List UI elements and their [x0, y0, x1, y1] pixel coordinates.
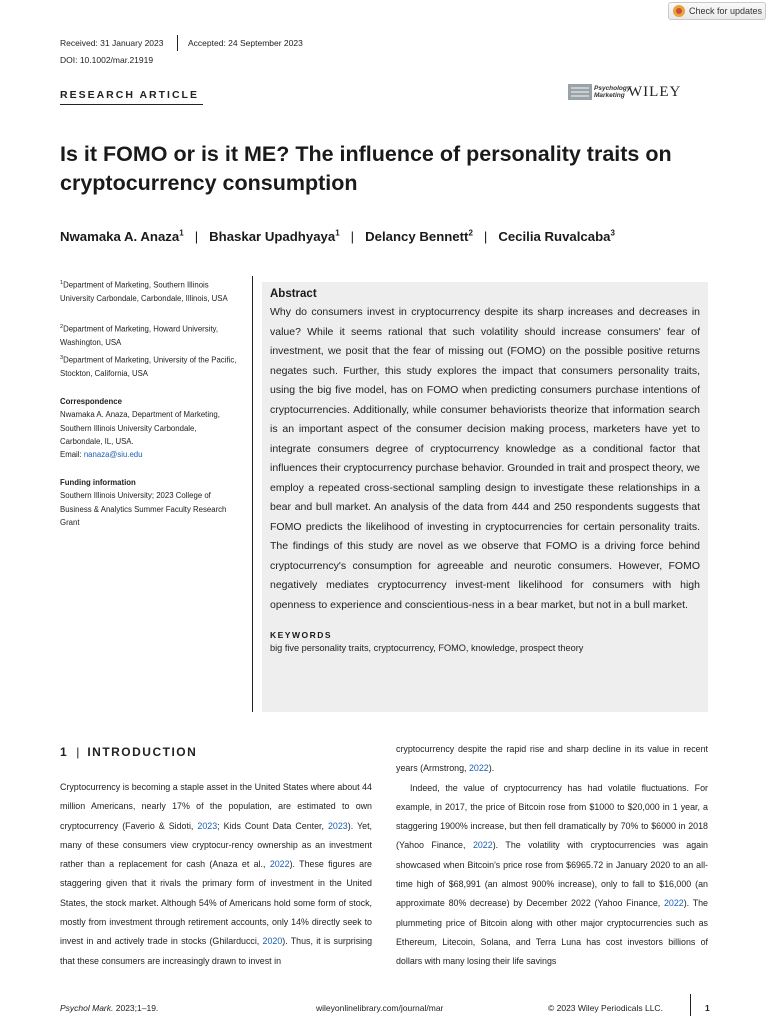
doi[interactable]: DOI: 10.1002/mar.21919 — [60, 55, 154, 65]
author-separator: | — [483, 229, 488, 245]
publisher-logo[interactable] — [568, 82, 681, 102]
received-date: Received: 31 January 2023 — [60, 38, 164, 48]
keywords: big five personality traits, cryptocurrency, FOMO, knowledge, prospect theory — [270, 643, 584, 653]
check-for-updates-button[interactable] — [668, 2, 766, 20]
correspondence: Correspondence Nwamaka A. Anaza, Department of Marketing, Southern Illinois University Carbondale, Carbondale, IL, USA. Email: nanaza@siu.edu — [60, 395, 240, 461]
correspondence-heading: Correspondence — [60, 397, 122, 406]
publisher-name: WILEY — [628, 83, 682, 100]
citation-link[interactable]: 2022 — [269, 859, 290, 870]
paragraph: Indeed, the value of cryptocurrency has had volatile fluctuations. For example, in 2017, the price of Bitcoin rose from $1000 to $20,000 in 1 year, a staggering 1900% increase, but then fell dramatically by 70% to $6000 in 2018 (Yahoo Finance, 2022). The volatility with cryptocurrencies was again showcased when Bitcoin's price rose from $6965.72 in January 2020 to an all-time high of $68,991 (an almost 900% increase), only to fall to $16,000 (an approximate 80% decrease) by December 2022 (Yahoo Finance, 2022). The plummeting price of Bitcoin along with other major cryptocurrencies such as Ethereum, Litecoin, Solana, and Terra Luna has cost investors billions of dollars with many losing their life savings — [396, 782, 708, 967]
accepted-date: Accepted: 24 September 2023 — [188, 38, 303, 48]
citation-link[interactable]: 2023 — [197, 820, 218, 831]
affiliation: $^2$Department of Marketing, Howard University, Washington, USA — [60, 324, 219, 347]
journal-url-link[interactable]: wileyonlinelibrary.com/journal/mar — [316, 1003, 444, 1013]
citation-link[interactable]: 2020 — [262, 936, 283, 947]
check-for-updates-label: Check for updates — [689, 6, 763, 16]
correspondence-text: Nwamaka A. Anaza, Department of Marketing, Southern Illinois University Carbondale, Carbondale, IL, USA. — [60, 410, 220, 446]
funding-info — [60, 476, 240, 529]
abstract-heading: Abstract — [270, 288, 317, 300]
crossmark-icon — [673, 5, 685, 17]
funding-text: Southern Illinois University; 2023 College of Business & Analytics Summer Faculty Research Grant — [60, 491, 227, 527]
footer-divider — [690, 994, 691, 1016]
copyright: © 2023 Wiley Periodicals LLC. — [548, 1003, 663, 1013]
citation-link[interactable]: 2023 — [328, 820, 348, 831]
section-label: RESEARCH ARTICLE — [60, 89, 199, 101]
journal-logo-text: Psychology Marketing — [594, 85, 631, 99]
author-name[interactable]: Delancy Bennett$^2$ — [365, 229, 473, 245]
citation-link[interactable]: 2022 — [663, 898, 684, 909]
paragraph: cryptocurrency despite the rapid rise and sharp decline in its value in recent years (Armstrong, 2022). — [396, 744, 708, 774]
author-separator: | — [350, 229, 355, 245]
page-number: 1 — [705, 1003, 710, 1013]
journal-logo-icon — [568, 84, 592, 100]
affiliation: $^1$Department of Marketing, Southern Illinois University Carbondale, Carbondale, Illinois, USA — [60, 280, 228, 303]
affiliation: $^3$Department of Marketing, University of the Pacific, Stockton, California, USA — [60, 355, 237, 378]
citation-link[interactable]: 2022 — [472, 840, 493, 851]
intro-right-column — [396, 740, 708, 972]
email-link[interactable]: nanaza@siu.edu — [83, 450, 143, 460]
abstract-body: Why do consumers invest in cryptocurrency despite its sharp increases and decreases in value? While it seems rational that such volatility should increase consumers' fear of investment, we posit that the fear of missing out (FOMO) on the possible positive returns negates such. Further, this study explores the impact that consumers personality traits, using the big five model, has on FOMO when predicting consumers purchase intentions of cryptocurrencies. Additionally, while consumer behaviorists theorize that information search is an important aspect of the consumer decision making process, marketers have yet to integrate consumers degree of cryptocurrency knowledge as a conditional factor that influences their cryptocurrency purchase behavior. Grounded in trait and prospect theory, we employ a repeated cross-sectional sampling design to investigate these relationships in a bear and bull market. An analysis of the data from 444 and 250 respondents suggests that FOMO predicts the likelihood of investing in cryptocurrencies for certain personality traits. The findings of this study are novel as we observe that FOMO is a driving force behind cryptocurrency's consumption for agreeable and neurotic consumers. However, FOMO negatively mediates cryptocurrency invest-ment likelihood for consumers with high openness to experience and conscientious-ness in a bear market, but not in a bull market. — [270, 306, 700, 611]
section-heading: 1 | INTRODUCTION — [60, 745, 198, 759]
keywords-heading: KEYWORDS — [270, 630, 333, 640]
intro-left-column — [60, 778, 372, 971]
meta-divider — [177, 35, 178, 51]
author-name[interactable]: Cecilia Ruvalcaba$^3$ — [498, 229, 615, 245]
article-title: Is it FOMO or is it ME? The influence of personality traits on cryptocurrency consumption — [60, 142, 672, 195]
author-separator: | — [194, 229, 199, 245]
citation-link[interactable]: 2022 — [469, 763, 489, 774]
journal-citation: Psychol Mark. 2023;1–19. — [60, 1003, 159, 1013]
author-name[interactable]: Nwamaka A. Anaza$^1$ — [60, 229, 184, 245]
section-label-rule — [60, 104, 203, 105]
funding-heading: Funding information — [60, 478, 136, 487]
abstract-box — [262, 282, 708, 712]
paragraph: Cryptocurrency is becoming a staple asset in the United States where about 44 million Americans, nearly 17% of the population, are estimated to own cryptocurrency (Faverio & Sidoti, 2023; Kids Count Data Center, 2023). Yet, many of these consumers view cryptocur-rency ownership as an investment rather than a replacement for cash (Anaza et al., 2022). These figures are staggering given that it rivals the primary form of investment in the United States, the stock market. Although 54% of Americans hold some form of stock, mostly from investment through retirement accounts, only 14% directly seek to invest in and actively trade in stocks (Ghilarducci, 2020). Thus, it is surprising that these consumers are increasingly drawn to invest in — [60, 782, 372, 966]
author-list — [60, 229, 615, 244]
column-divider — [252, 276, 253, 712]
author-name[interactable]: Bhaskar Upadhyaya$^1$ — [209, 229, 340, 245]
